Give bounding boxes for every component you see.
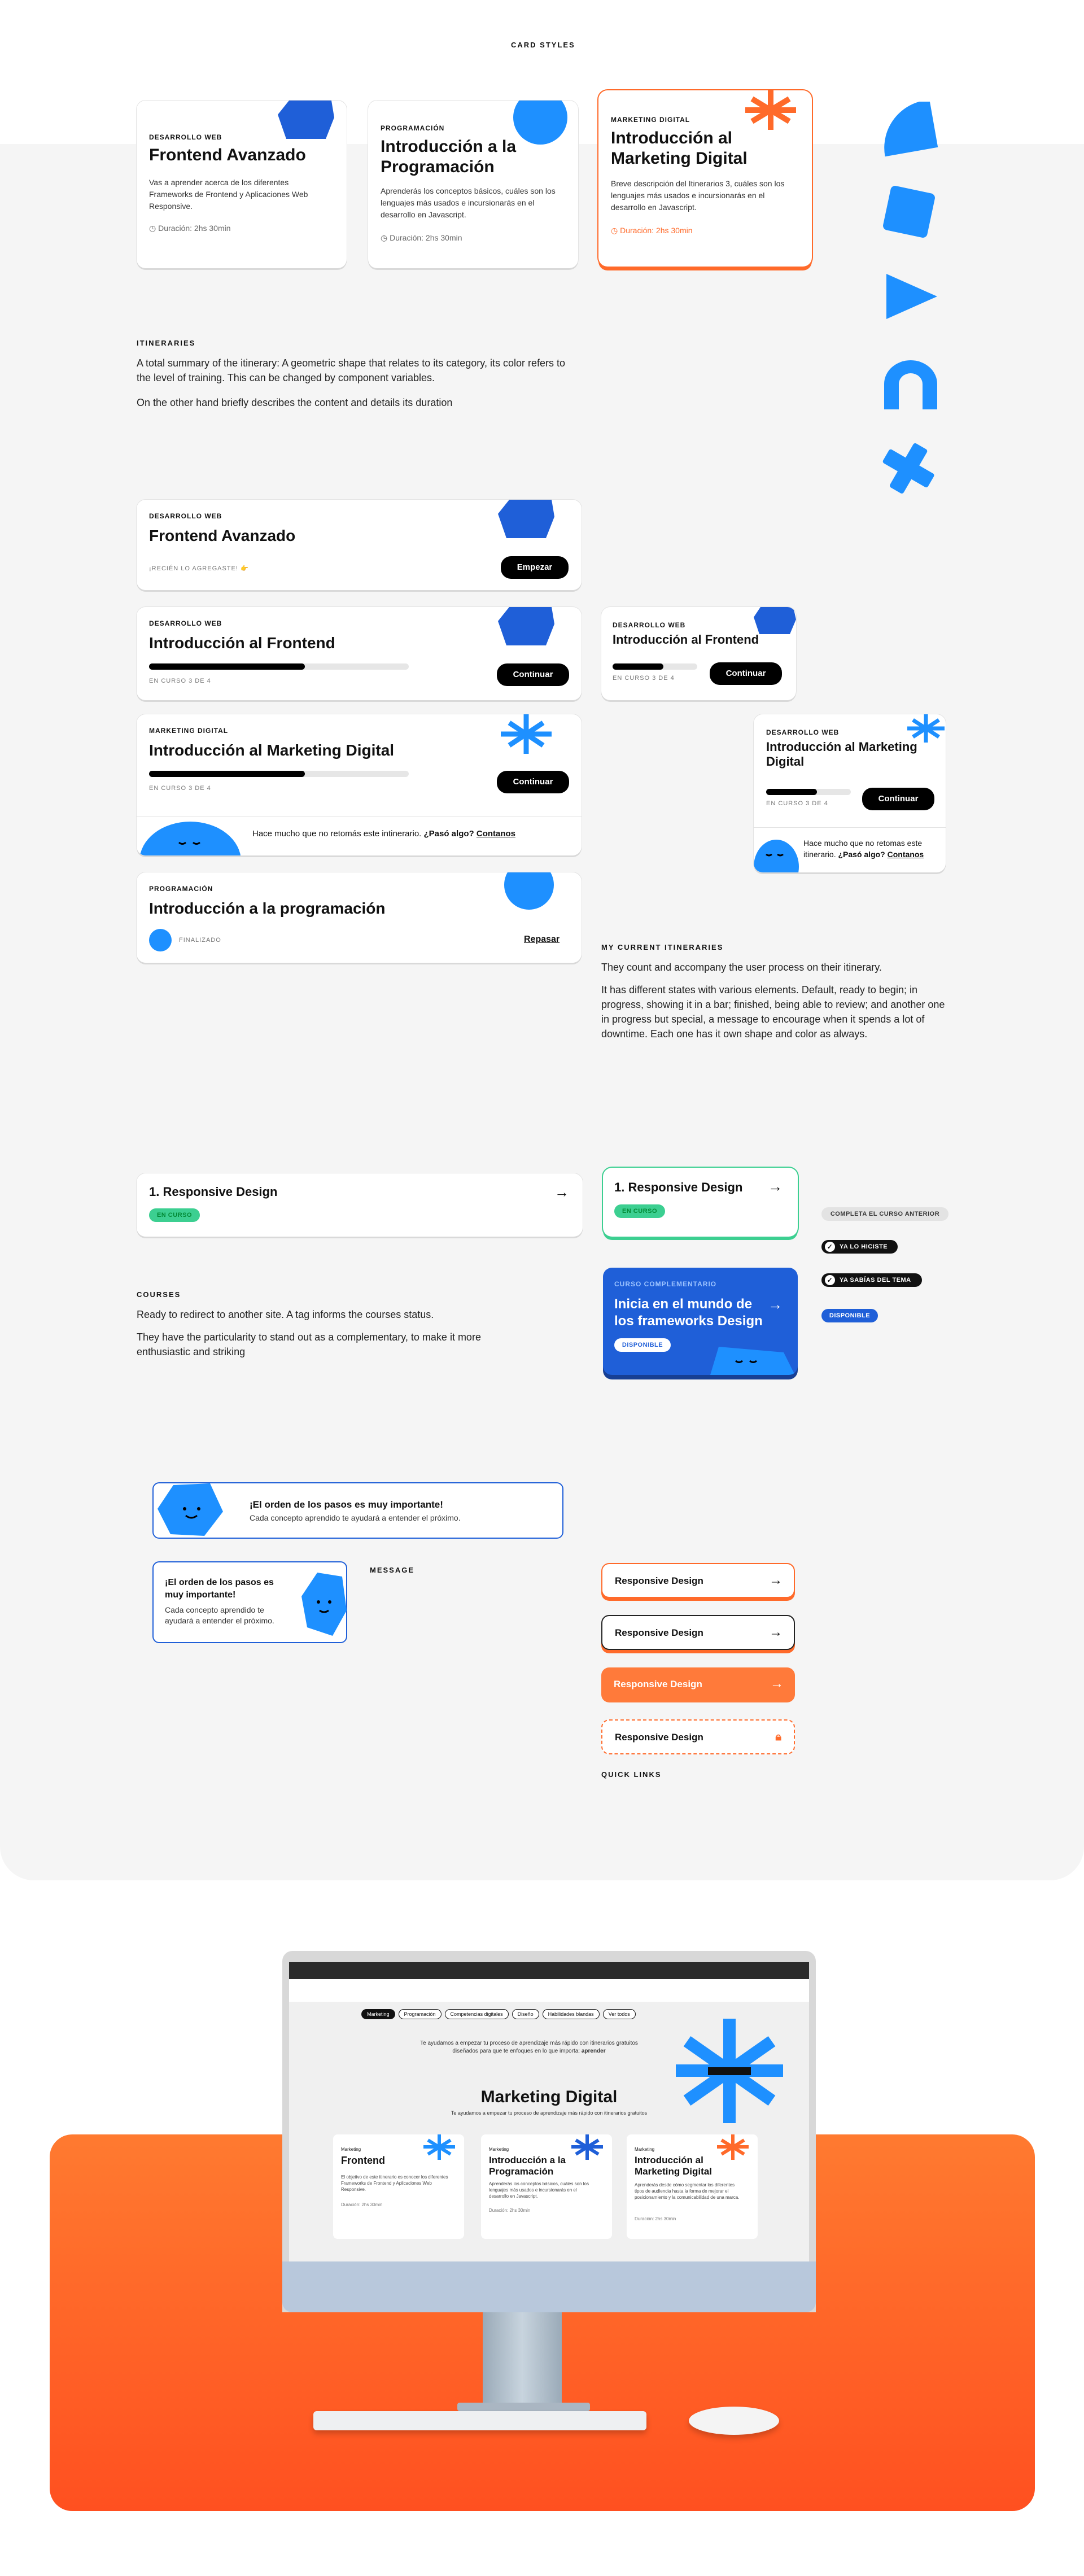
courses-description-2: They have the particularity to stand out as a complementary, to make it more enthusiastic and striking — [137, 1331, 481, 1357]
card-description: Breve descripción del Itinerarios 3, cuáles son los lenguajes más usados e incursionarás en el desarrollo en Javascript. — [611, 179, 785, 212]
card-title: Frontend — [341, 2155, 385, 2166]
keyboard-icon — [313, 2411, 646, 2430]
message-body: Cada concepto aprendido te ayudará a entender el próximo. — [165, 1605, 274, 1625]
arrow-right-icon[interactable]: → — [768, 1296, 783, 1313]
itinerary-card-in-progress[interactable] — [137, 607, 582, 700]
courses-description: Ready to redirect to another site. A tag informs the courses status. — [137, 1309, 434, 1320]
divider — [137, 816, 582, 817]
mockup-heading: Marketing Digital — [480, 2088, 618, 2106]
imac-chin — [282, 2261, 816, 2312]
message-text: Hace mucho que no retomas este itinerario. — [803, 839, 923, 859]
message-title: ¡El orden de los pasos es muy importante! — [250, 1499, 443, 1510]
message-body: Cada concepto aprendido te ayudará a entender el próximo. — [250, 1513, 461, 1522]
itinerary-card-small-message[interactable] — [754, 714, 946, 872]
tab-competencias[interactable]: Competencias digitales — [445, 2009, 509, 2019]
card-category: Marketing — [341, 2147, 361, 2152]
progress-bar — [149, 771, 409, 777]
card-title: Introducción al Marketing Digital — [635, 2155, 712, 2177]
quick-links-label: QUICK LINKS — [601, 1770, 662, 1779]
quick-link-active[interactable] — [601, 1667, 795, 1702]
card-description: Aprenderás desde cómo segmentar los diferentes tipos de audiencia hasta la forma de mejorar el posicionamiento y la comunicabilidad de una marca. — [635, 2182, 740, 2200]
tab-marketing[interactable]: Marketing — [361, 2009, 395, 2019]
check-icon: ✓ — [825, 1242, 835, 1252]
card-category: DESARROLLO WEB — [149, 512, 222, 520]
cross-icon — [878, 440, 940, 497]
message-question: ¿Pasó algo? — [423, 829, 474, 839]
continue-button[interactable]: Continuar — [497, 663, 569, 686]
mockup-subtitle: Te ayudamos a empezar tu proceso de aprendizaje más rápido con itinerarios gratuitos — [451, 2110, 648, 2116]
itineraries-description: A total summary of the itinerary: A geometric shape that relates to its category, its color refers to the level of training. This can be changed by component variables. — [137, 357, 566, 383]
duration-text: Duración: 2hs 30min — [158, 224, 231, 233]
mascot-icon — [710, 1341, 795, 1375]
imac-frame — [282, 1951, 816, 2312]
card-category: MARKETING DIGITAL — [611, 116, 690, 124]
arrow-right-icon[interactable]: → — [554, 1184, 569, 1200]
complementary-course-card[interactable] — [603, 1268, 798, 1375]
card-duration: Duración: 2hs 30min — [489, 2208, 531, 2213]
duration-text: Duración: 2hs 30min — [390, 233, 462, 242]
quick-link-label: Responsive Design — [615, 1627, 703, 1638]
tag-available: DISPONIBLE — [821, 1309, 878, 1322]
imac-screen — [289, 1962, 809, 2261]
imac-stand — [483, 2312, 562, 2403]
quick-link-label: Responsive Design — [615, 1575, 703, 1586]
divider — [754, 827, 946, 828]
card-category: Marketing — [489, 2147, 509, 2152]
course-title: Inicia en el mundo de los frameworks Design — [614, 1296, 763, 1329]
status-badge: DISPONIBLE — [614, 1338, 671, 1352]
my-itineraries-description-2: It has different states with various elements. Default, ready to begin; in progress, showing it in a bar; finished, being able to review; and another one in progress but special, a message to encourage when it spends a lot of downtime. Each one has it own shape and color as always. — [601, 984, 945, 1040]
mouse-icon — [689, 2407, 779, 2435]
tag-previous-course: COMPLETA EL CURSO ANTERIOR — [821, 1207, 948, 1221]
quarter-circle-icon — [878, 102, 940, 158]
status-text: ¡RECIÉN LO AGREGASTE! 👉 — [149, 565, 249, 572]
circle-icon — [498, 872, 560, 918]
card-category: DESARROLLO WEB — [613, 621, 686, 629]
hexagon-mascot-icon — [156, 1481, 224, 1540]
check-icon: ✓ — [825, 1275, 835, 1285]
arrow-right-icon: → — [770, 1676, 784, 1691]
my-itineraries-description: They count and accompany the user process on their itinerary. — [601, 962, 882, 973]
itinerary-card-message[interactable] — [137, 714, 582, 855]
progress-text: EN CURSO 3 DE 4 — [613, 675, 675, 682]
course-card-marketing[interactable] — [598, 90, 812, 267]
duration-text: Duración: 2hs 30min — [620, 226, 693, 235]
card-duration: ◷ Duración: 2hs 30min — [149, 224, 231, 233]
status-badge: EN CURSO — [614, 1204, 665, 1218]
progress-text: EN CURSO 3 DE 4 — [149, 678, 211, 684]
progress-text: EN CURSO 3 DE 4 — [766, 800, 828, 807]
my-itineraries-label: MY CURRENT ITINERARIES — [601, 943, 724, 951]
message-title: ¡El orden de los pasos es muy importante! — [165, 1578, 274, 1600]
itinerary-card-ready[interactable] — [137, 500, 582, 590]
diamond-icon — [878, 181, 940, 243]
course-card-programacion[interactable] — [368, 101, 578, 268]
start-button[interactable]: Empezar — [501, 556, 569, 579]
card-duration: Duración: 2hs 30min — [635, 2216, 676, 2221]
quick-link[interactable] — [601, 1563, 795, 1598]
category-tabs — [361, 2009, 636, 2019]
continue-button[interactable]: Continuar — [862, 788, 934, 810]
hexagon-icon — [498, 500, 554, 539]
hexagon-icon — [498, 607, 554, 647]
mockup-card[interactable] — [627, 2134, 758, 2239]
encourage-message — [252, 829, 515, 839]
tag-label: YA SABÍAS DEL TEMA — [840, 1277, 911, 1283]
card-title: Introducción a la Programación — [381, 137, 517, 176]
hexagon-mascot-icon — [301, 1571, 347, 1639]
encourage-message — [803, 837, 939, 860]
mockup-card[interactable] — [481, 2134, 612, 2239]
card-description: Aprenderás los conceptos básicos, cuáles son los lenguajes más usados e incursionarás en el desarrollo en Javascript. — [489, 2181, 589, 2199]
itineraries-description-2: On the other hand briefly describes the content and details its duration — [137, 397, 453, 408]
card-title: Introducción al Frontend — [613, 632, 759, 647]
continue-button[interactable]: Continuar — [497, 771, 569, 793]
tab-ver-todos[interactable]: Ver todos — [603, 2009, 636, 2019]
arrow-right-icon: → — [769, 1625, 783, 1640]
tab-habilidades[interactable]: Habilidades blandas — [543, 2009, 600, 2019]
site-header — [289, 1979, 809, 2002]
hexagon-icon — [754, 607, 796, 635]
review-link[interactable]: Repasar — [524, 935, 560, 944]
page-title: CARD STYLES — [511, 41, 575, 49]
card-title: Introducción al Marketing Digital — [149, 741, 395, 759]
tag-done — [821, 1240, 898, 1254]
imac-base — [457, 2403, 590, 2411]
itinerary-card-finished[interactable] — [137, 872, 582, 963]
card-duration: Duración: 2hs 30min — [341, 2202, 383, 2207]
progress-bar — [149, 663, 409, 670]
card-title: Introducción al Marketing Digital — [611, 129, 748, 168]
browser-bar — [289, 1962, 809, 1979]
card-title: Introducción al Frontend — [149, 634, 335, 652]
quick-link-locked[interactable] — [601, 1719, 795, 1754]
status-badge: EN CURSO — [149, 1208, 200, 1222]
continue-button[interactable]: Continuar — [710, 662, 782, 685]
contact-link[interactable]: Contanos — [887, 850, 924, 859]
card-description: El objetivo de este itinerario es conocer los diferentes Frameworks de Frontend y Aplicaciones Web Responsive. — [341, 2175, 448, 2192]
course-card-frontend[interactable] — [137, 101, 347, 268]
progress-bar — [766, 789, 851, 795]
card-category: MARKETING DIGITAL — [149, 727, 229, 735]
card-category: DESARROLLO WEB — [149, 619, 222, 627]
card-description: Vas a aprender acerca de los diferentes Frameworks de Frontend y Aplicaciones Web Responsive. — [149, 178, 308, 211]
mockup-card[interactable] — [333, 2134, 464, 2239]
message-banner — [152, 1482, 563, 1539]
hexagon-icon — [278, 101, 334, 140]
card-category: DESARROLLO WEB — [149, 133, 222, 141]
card-title: Introducción al Marketing Digital — [766, 740, 917, 769]
card-category: DESARROLLO WEB — [766, 728, 840, 736]
card-description: Aprenderás los conceptos básicos, cuáles son los lenguajes más usados e incursionarás en el desarrollo en Javascript. — [381, 186, 556, 219]
quick-link-label: Responsive Design — [614, 1679, 702, 1689]
mockup-intro — [410, 2040, 648, 2055]
course-link-card-active[interactable] — [603, 1168, 798, 1237]
card-category: Marketing — [635, 2147, 655, 2152]
asterisk-icon — [498, 714, 554, 759]
card-title: Frontend Avanzado — [149, 527, 296, 544]
message-bubble — [152, 1561, 347, 1643]
tag-known — [821, 1273, 922, 1287]
tab-programacion[interactable]: Programación — [399, 2009, 442, 2019]
lock-icon: 🔒︎ — [775, 1731, 781, 1743]
course-title: 1. Responsive Design — [614, 1180, 743, 1194]
card-category: PROGRAMACIÓN — [149, 885, 213, 893]
card-title: Introducción a la programación — [149, 900, 386, 917]
quick-link-hover[interactable] — [601, 1615, 795, 1650]
contact-link[interactable]: Contanos — [476, 829, 516, 839]
finished-circle-icon — [149, 929, 172, 951]
intro-bold: aprender — [581, 2048, 606, 2054]
blob-mascot-icon — [754, 833, 799, 872]
message-text: Hace mucho que no retomás este intinerario. — [252, 829, 422, 839]
arrow-right-icon[interactable]: → — [768, 1178, 783, 1195]
card-title: Frontend Avanzado — [149, 146, 306, 164]
tab-diseno[interactable]: Diseño — [512, 2009, 539, 2019]
card-title: Introducción a la Programación — [489, 2155, 566, 2177]
card-category: PROGRAMACIÓN — [381, 124, 445, 132]
asterisk-mascot-icon — [673, 2019, 786, 2126]
itinerary-card-small-progress[interactable] — [601, 607, 796, 700]
status-text: FINALIZADO — [179, 937, 221, 944]
course-title: 1. Responsive Design — [149, 1185, 278, 1199]
quick-link-label: Responsive Design — [615, 1732, 703, 1743]
itineraries-label: ITINERARIES — [137, 339, 196, 347]
arrow-right-icon: → — [769, 1573, 783, 1588]
message-question: ¿Pasó algo? — [838, 850, 885, 859]
message-label: MESSAGE — [370, 1566, 415, 1574]
progress-bar — [613, 663, 697, 670]
card-duration: ◷ Duración: 2hs 30min — [381, 233, 462, 242]
arch-icon — [880, 359, 942, 409]
progress-text: EN CURSO 3 DE 4 — [149, 785, 211, 792]
card-duration: ◷ Duración: 2hs 30min — [611, 226, 693, 235]
blob-mascot-icon — [137, 819, 244, 855]
triangle-icon — [884, 268, 940, 325]
intro-text: Te ayudamos a empezar tu proceso de aprendizaje más rápido con itinerarios gratuitos diseñados para que te enfoques en lo que importa: — [420, 2040, 638, 2054]
course-link-card[interactable] — [137, 1173, 583, 1237]
courses-label: COURSES — [137, 1290, 181, 1299]
tag-label: YA LO HICISTE — [840, 1243, 888, 1250]
card-category: CURSO COMPLEMENTARIO — [614, 1280, 717, 1288]
